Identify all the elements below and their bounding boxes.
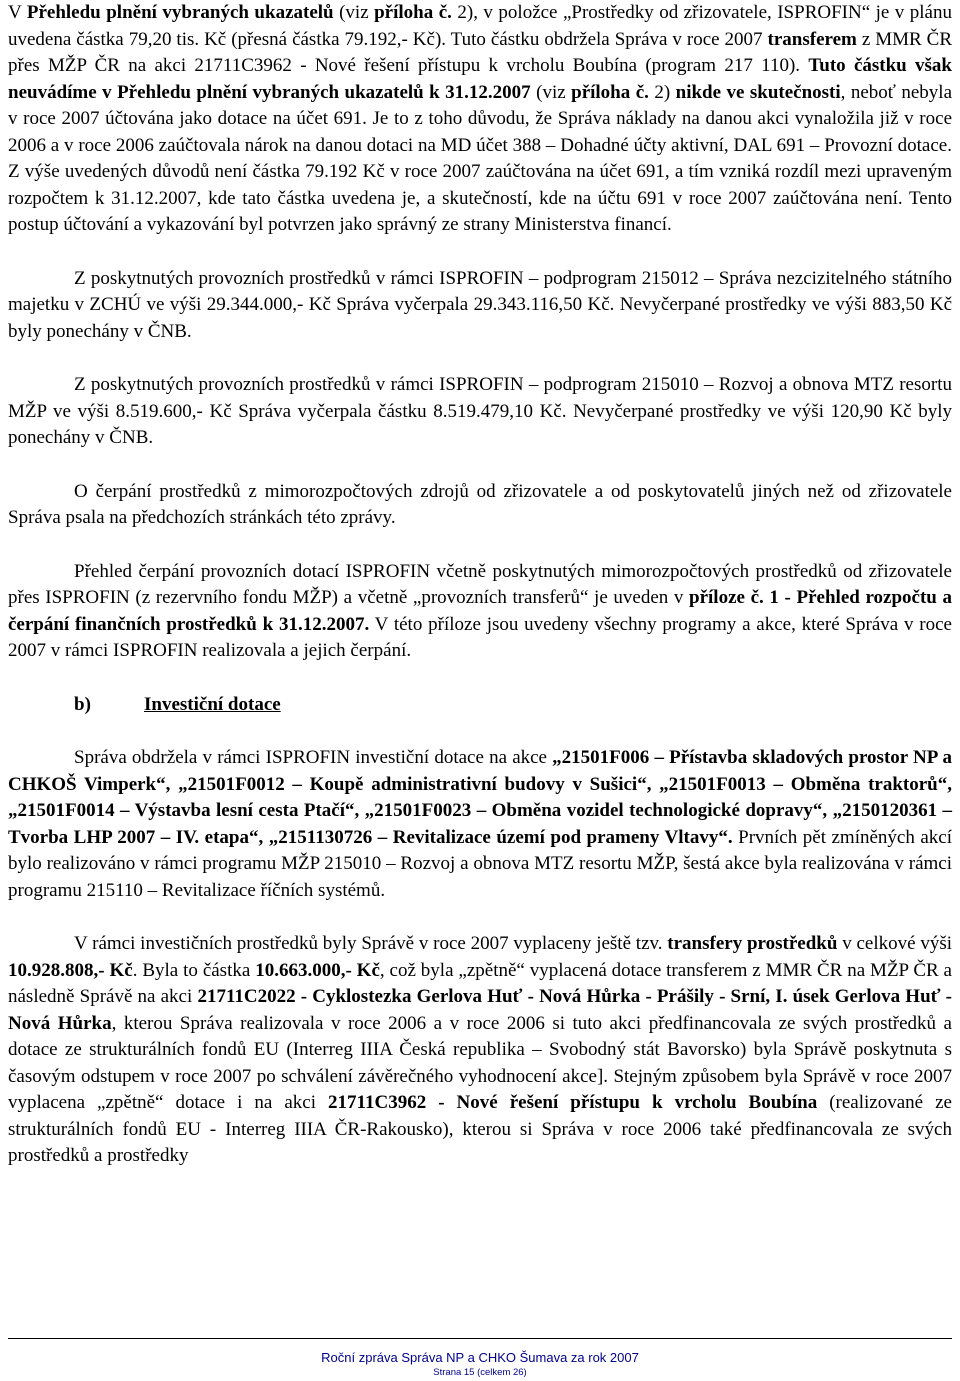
paragraph: [8, 0, 952, 239]
text-run: V rámci investičních prostředků byly Správě v roce 2007 vyplaceny ještě tzv.: [74, 933, 668, 954]
text-run: Správa obdržela v rámci ISPROFIN investiční dotace na akce: [74, 747, 553, 768]
text-run: v celkové výši: [837, 933, 952, 954]
text-run: Přehled čerpání provozních dotací ISPROFIN včetně poskytnutých mimorozpočtových prostředků od zřizovatele přes ISPROFIN (z rezervního fondu MŽP) a včetně „provozních transferů“ je uveden v: [8, 560, 952, 608]
text-run: (realizované ze strukturálních fondů EU - Interreg IIIA ČR-Rakousko), kterou si Správa v roce 2006 také předfinancovala ze svých prostředků a prostředky: [8, 1092, 952, 1166]
text-run: Prvních pět zmíněných akcí bylo realizováno v rámci programu MŽP 215010 – Rozvoj a obnova MTZ resortu MŽP, šestá akce byla realizována v rámci programu 215110 – Revitalizace říčních systémů.: [8, 826, 952, 901]
bold-text: příloha č.: [374, 2, 452, 23]
text-run: (viz: [530, 81, 572, 103]
paragraph: [8, 931, 952, 1170]
paragraph: [8, 266, 952, 346]
bold-text: 21711C2022 - Cyklostezka Gerlova Huť - Nová Hůrka - Prášily - Srní, I. úsek Gerlova Huť - Nová Hůrka: [8, 986, 953, 1034]
text-run: , kterou Správa realizovala v roce 2006 a v roce 2006 si tuto akci předfinancovala ze svých prostředků a dotace ze strukturálních fondů EU (Interreg IIIA Česká republika – Svobodný stát Bavorsko) byla Správě poskytnuta s časovým odstupem v roce 2007 po schválení závěrečného vyhodnocení akce]. Stejným způsobem byla Správě v roce 2007 vyplacena „zpětně“ dotace i na akci: [8, 1012, 952, 1113]
text-run: V: [8, 2, 27, 23]
text-run: 2), v položce „Prostředky od zřizovatele, ISPROFIN“ je v plánu uvedena částka 79,20 tis. Kč (přesná částka 79.192,- Kč). Tuto částku obdržela Správa v roce 2007: [8, 2, 952, 50]
footer-title: Roční zpráva Správa NP a CHKO Šumava za rok 2007: [321, 1350, 639, 1365]
bold-text: Tuto částku však neuvádíme v Přehledu plnění vybraných ukazatelů k 31.12.2007: [8, 55, 952, 103]
text-run: (viz: [333, 2, 375, 23]
bold-text: transferem: [767, 28, 857, 50]
report-body: [8, 0, 952, 665]
text-run: . Byla to částka: [132, 959, 256, 981]
footer-page-number: Strana 15 (celkem 26): [433, 1367, 527, 1378]
section-number: b): [74, 693, 91, 715]
bold-text: 21711C3962 - Nové řešení přístupu k vrcholu Boubína: [328, 1092, 818, 1113]
section-title: Investiční dotace: [144, 693, 281, 715]
text-run: Z poskytnutých provozních prostředků v rámci ISPROFIN – podprogram 215012 – Správa nezcizitelného státního majetku v ZCHÚ ve výši 29.344.000,- Kč Správa vyčerpala 29.343.116,50 Kč. Nevyčerpané prostředky ve výši 883,50 Kč byly ponechány v ČNB.: [8, 267, 952, 342]
text-run: V této příloze jsou uvedeny všechny programy a akce, které Správa v roce 2007 v rámci ISPROFIN realizovala a jejich čerpání.: [8, 613, 952, 661]
paragraph: [8, 372, 952, 452]
text-run: 2): [648, 81, 676, 103]
bold-text: příloze č. 1 - Přehled rozpočtu a čerpání finančních prostředků k 31.12.2007.: [8, 587, 952, 635]
paragraph: [8, 745, 952, 904]
document-page: [8, 0, 952, 1170]
bold-text: 10.663.000,- Kč: [255, 959, 380, 981]
footer-divider: [8, 1338, 952, 1339]
report-body-investment: [8, 745, 952, 1170]
bold-text: příloha č.: [571, 81, 649, 103]
section-heading: [8, 692, 952, 719]
text-run: Z poskytnutých provozních prostředků v rámci ISPROFIN – podprogram 215010 – Rozvoj a obnova MTZ resortu MŽP ve výši 8.519.600,- Kč Správa vyčerpala částku 8.519.479,10 Kč. Nevyčerpané prostředky ve výši 120,90 Kč byly ponechány v ČNB.: [8, 374, 952, 448]
bold-text: transfery prostředků: [667, 933, 838, 954]
text-run: z MMR ČR přes MŽP ČR na akci 21711C3962 - Nové řešení přístupu k vrcholu Boubína (program 217 110).: [8, 28, 952, 76]
text-run: , neboť nebyla v roce 2007 účtována jako dotace na účet 691. Je to z toho důvodu, že Správa náklady na danou akci vynaložila již v roce 2006 a v roce 2006 zaúčtovala nárok na danou dotaci na MD účet 388 – Dohadné účty aktivní, DAL 691 – Provozní dotace. Z výše uvedených důvodů není částka 79.192 Kč v roce 2007 zaúčtována na účet 691, a tím vzniká rozdíl mezi upraveným rozpočtem k 31.12.2007, kde tato částka uvedena je, a skutečností, kde na účtu 691 v roce 2007 zaúčtována není. Tento postup účtování a vykazování byl potvrzen jako správný ze strany Ministerstva financí.: [8, 81, 952, 235]
text-run: O čerpání prostředků z mimorozpočtových zdrojů od zřizovatele a od poskytovatelů jiných než od zřizovatele Správa psala na předchozích stránkách této zprávy.: [8, 480, 952, 528]
paragraph: [8, 479, 952, 532]
paragraph: [8, 559, 952, 665]
bold-text: Přehledu plnění vybraných ukazatelů: [26, 2, 334, 23]
text-run: , což byla „zpětně“ vyplacená dotace transferem z MMR ČR na MŽP ČR a následně Správě na akci: [8, 959, 952, 1007]
bold-text: „21501F006 – Přístavba skladových prostor NP a CHKOŠ Vimperk“, „21501F0012 – Koupě administrativní budovy v Sušici“, „21501F0013 – Obměna traktorů“, „21501F0014 – Výstavba lesní cesta Ptačí“, „21501F0023 – Obměna vozidel technologické dopravy“, „2150120361 – Tvorba LHP 2007 – IV. etapa“, „2151130726 – Revitalizace území pod prameny Vltavy“.: [8, 747, 952, 848]
bold-text: 10.928.808,- Kč: [8, 959, 133, 981]
bold-text: nikde ve skutečnosti: [675, 81, 841, 103]
